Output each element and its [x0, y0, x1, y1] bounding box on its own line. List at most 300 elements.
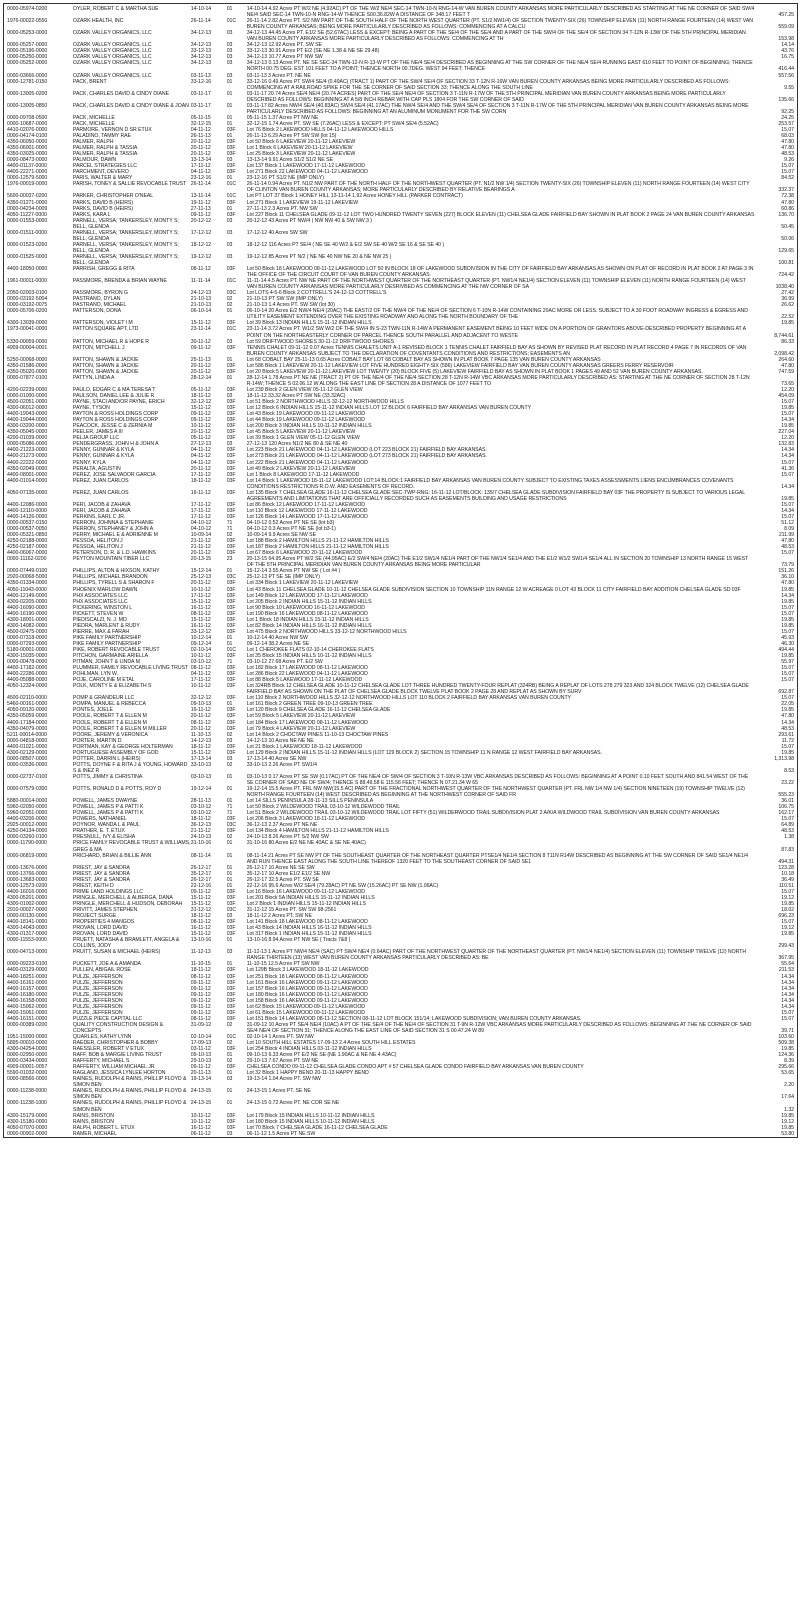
legal-description: Lot 149 Block 12 LAKEWOOD 17-11-12 LAKEWOOD: [246, 592, 368, 599]
owner-name: PRINGLE, MERCHELL & HUDSON, DEBORAH: [72, 900, 183, 907]
section-township-range: 15-11-12: [190, 320, 211, 327]
parcel-number: 0000-01553-0000: [7, 217, 48, 224]
amount-due: 555.23: [778, 792, 794, 799]
tax-district: 03F: [226, 163, 236, 170]
legal-description: 33-12-16 0.49 Acres PT SW/4 SE/4 (0.49AC) (TRACT 1) PART OF THE SW/4 SE/4 OF SECTION 33 T-12N R-16W VAN BUREN COUNTY ARKANSAS BEING MORE PARTICULARLY DESCRIBED AS FOLLOWS: COMMENCING AT A RAILROAD SPIKE FOR THE SE CORNER OF SAID SECTION 33; THENCE ALONG THE SOUTH LINE: [246, 78, 730, 91]
legal-description: 21-10-13 PT SW SW (IMP ONLY): [246, 296, 323, 303]
tax-district: 03F: [226, 435, 236, 442]
amount-due: 162.17: [778, 810, 794, 817]
amount-due: 8.39: [784, 1058, 794, 1065]
legal-description: 02-10-14 1 Acres PT. SW NW: [246, 1033, 314, 1040]
owner-name: PORTER, MARTIN D: [72, 737, 122, 744]
section-township-range: 18-11-12: [190, 743, 211, 750]
legal-description: Lot 200 Block 3 INDIAN HILLS 10-11-12 INDIAN HILLS: [246, 423, 372, 430]
section-township-range: 20-11-12: [190, 362, 211, 369]
section-township-range: 09-11-12: [190, 888, 211, 895]
owner-name: PACK, CHARLES DAVID & CINDY DIANE: [72, 90, 169, 97]
tax-district: 03F: [226, 399, 236, 406]
owner-name: PESSOA, HELITON J: [72, 544, 123, 551]
amount-due: 41.36: [781, 465, 794, 472]
amount-due: 132.83: [778, 441, 794, 448]
tax-district: 03F: [226, 513, 236, 520]
parcel-number: 4400-16157-0000: [7, 985, 48, 992]
table-row: [4, 242, 797, 254]
amount-due: 46.30: [781, 640, 794, 647]
table-row: [4, 1100, 797, 1112]
legal-description: Lot 205 Block 2 INDIAN HILLS 15-11-12 INDIAN HILLS: [246, 598, 372, 605]
owner-name: PRIEST, KEITH D: [72, 882, 114, 889]
legal-description: 29-10-13 7.67 Acres PT SW NE: [246, 1058, 319, 1065]
tax-district: 03F: [226, 743, 236, 750]
owner-name: PIKE, ROBERT REVOCABLE TRUST: [72, 646, 160, 653]
section-township-range: 36-12-13: [190, 822, 212, 829]
section-township-range: 04-11-12: [190, 126, 211, 133]
owner-name: PULLEN, ABIGAIL ROSE: [72, 967, 131, 974]
owner-name: POMPA, MANUEL & REBECCA: [72, 701, 146, 708]
amount-due: 15.07: [781, 677, 794, 684]
owner-name: PHX ASSOCIATES LLC: [72, 598, 128, 605]
owner-name: PACK, CHARLES DAVID & CINDY DIANE & JOAN: [72, 102, 189, 109]
owner-name: POWELL, JAMES DWAYNE: [72, 798, 138, 805]
legal-description: Lot 254 Block 4 INDIAN HILLS 03-11-12 INDIAN HILLS: [246, 1046, 372, 1053]
parcel-number: 4909-00001-0057: [7, 1064, 48, 1071]
tax-district: 01: [226, 1070, 233, 1077]
legal-description: 03-11-17 20.74 Acres SE/4 NE/4 (20.74 ACRES) PART OF THE SE/4 NE/4 OF SECTION 3 T-11N R-17W OF THE 5TH PRINCIPAL MERIDIAN VAN BUREN COUNTY ARKANSAS BEING MORE PARTICULARLY DESCRIBED AS FOLLOWS: BEGINNING AT A 5/8 INCH REBAR WITH CAP PLS 1804 FOR THE SW CORNER OF SAID: [246, 90, 726, 103]
table-row: [4, 949, 797, 961]
owner-name: RAFFERTY, MICHAEL S: [72, 1058, 130, 1065]
tax-district: 03C: [226, 906, 237, 913]
tax-district: 01: [226, 175, 233, 182]
tax-district: 03F: [226, 145, 236, 152]
owner-name: PICKERING, WINSTON L: [72, 604, 133, 611]
amount-due: 10.18: [781, 870, 794, 877]
owner-name: PULZE, JEFFERSON: [72, 991, 123, 998]
owner-name: PIKE FAMILY PARTNERSHIP: [72, 640, 141, 647]
parcel-number: 4350-01586-0000: [7, 362, 48, 369]
section-township-range: 05-11-12: [190, 386, 211, 393]
legal-description: 11-12-13 1 Acres PT NW/4 NE/4 (SAC) PT SW/4 NE/4 (0.64AC) PART OF THE NORTHWEST QUARTER OF THE NORTHEAST QUARTER (PT. NW1/4 NE1/4) SECTION ELEVEN (11) TOWNSHIP TWELVE (12) NORTH RANGE THIRTEEN (13) WEST VAN BUREN COUNTY ARKANSAS PARTICULARLY DESCRIBED AS: BE: [246, 949, 747, 962]
amount-due: 227.04: [778, 429, 794, 436]
parcel-number: 5880-00014-0000: [7, 798, 48, 805]
owner-name: PRICE FAMILY REVOCABLE TRUST & WILLIAMS, GREG & MA: [72, 840, 191, 853]
section-township-range: 15-11-12: [190, 598, 211, 605]
section-township-range: 21-10-13: [190, 296, 212, 303]
owner-name: PHILLIPS, ALTON & HIXSON, KATHY: [72, 568, 160, 575]
table-row: [4, 18, 797, 30]
section-township-range: 03-10-13: [190, 773, 212, 780]
owner-name: PEACOCK, JESSE C & ZERNIA M: [72, 423, 153, 430]
owner-name: PRESNULL, IVY & ELISHA: [72, 834, 136, 841]
tax-district: 03F: [226, 362, 236, 369]
amount-due: 14.34: [781, 483, 794, 490]
table-row: [4, 345, 797, 357]
section-township-range: 10-09-14: [190, 532, 212, 539]
owner-name: PARCEL STRATEGIES LLC: [72, 163, 137, 170]
legal-description: Lot 271 Block 1 LAKEVIEW 19-11-12 LAKEVIEW: [246, 199, 359, 206]
tax-district: 03: [226, 54, 233, 61]
amount-due: 15.07: [781, 743, 794, 750]
owner-name: PIEDRA, MARLENT & RUDY: [72, 622, 140, 629]
owner-name: PULZE, JEFFERSON: [72, 1003, 123, 1010]
amount-due: 47.80: [781, 199, 794, 206]
section-township-range: 20-11-12: [190, 713, 211, 720]
parcel-number: 4400-16090-0000: [7, 604, 48, 611]
owner-name: PALMER, RALPH & TASSIA: [72, 145, 138, 152]
legal-description: Lot 1 CHEROKEE FLATS 02-10-14 CHEROKEE FLATS: [246, 646, 374, 653]
tax-district: 03F: [226, 344, 236, 351]
tax-district: 03F: [226, 411, 236, 418]
parcel-number: 4350-05059-0000: [7, 713, 48, 720]
legal-description: Lot 271 Block 22 LAKEWOOD 04-11-12 LAKEWOOD: [246, 169, 368, 176]
amount-due: 92.25: [781, 108, 794, 115]
tax-district: 03F: [226, 900, 236, 907]
section-township-range: 18-11-12: [190, 477, 211, 484]
table-row: [4, 840, 797, 852]
owner-name: PASTRANO, DYLAN: [72, 296, 121, 303]
parcel-number: 4300-06012-0000: [7, 405, 48, 412]
parcel-number: 0000-05196-0000: [7, 48, 48, 55]
amount-due: 15.07: [781, 919, 794, 926]
tax-district: 03F: [226, 677, 236, 684]
owner-name: RAINES, RUDOLPH & RAINS, PHILLIP FLOYD & SIMON BEN: [72, 1076, 187, 1089]
tax-district: 03: [226, 253, 233, 260]
legal-description: Lot 50 Block 6 LAKEVIEW 20-11-12 LAKEVIEW: [246, 139, 356, 146]
legal-description: Lot 76 Block 2 LAKEWOOD HILLS 04-11-12 LAKEWOOD HILLS: [246, 126, 394, 133]
parcel-number: 5960-02051-0000: [7, 810, 48, 817]
amount-due: 47.80: [781, 362, 794, 369]
owner-name: RAINES, RUDOLPH & RAINS, PHILLIP FLOYD & SIMON BEN: [72, 1088, 187, 1101]
owner-name: OZARK VALLEY ORGANICS, LLC: [72, 54, 152, 61]
legal-description: 05-11-15 1.37 Acres PT NW NE: [246, 114, 319, 121]
tax-district: 03F: [226, 671, 236, 678]
owner-name: PEREZ, JOSE SALVADOR GARCIA: [72, 471, 156, 478]
legal-description: Lot 44 Block 19 LAKEWOOD 09-11-12 LAKEWOOD: [246, 417, 366, 424]
parcel-number: 4400-12110-0000: [7, 507, 47, 514]
legal-description: Lot 70 Block 7 CHELSEA GLADE 16-11-12 CHELSEA GLADE: [246, 1124, 388, 1131]
parcel-number: 4400-16158-0000: [7, 997, 48, 1004]
tax-district: 03F: [226, 501, 236, 508]
tax-district: 01: [226, 114, 233, 121]
owner-name: PERALTA, AGUSTIN: [72, 465, 121, 472]
owner-name: PRINGLE, MERCHELL & ALBERGA, DANA: [72, 894, 173, 901]
parcel-number: 5330-00059-0000: [7, 338, 48, 345]
section-township-range: 22-12-16: [190, 882, 212, 889]
parcel-number: 4400-08001-0000: [7, 471, 48, 478]
owner-name: PARKER, CHRISTOPHER O'NEAL: [72, 193, 154, 200]
parcel-number: 0000-05321-0850: [7, 532, 48, 539]
owner-name: RAFFERTY, WILLIAM MICHAEL JR: [72, 1064, 155, 1071]
section-township-range: 03-10-12: [190, 804, 212, 811]
section-township-range: 04-11-12: [190, 671, 211, 678]
legal-description: 13-13-14 9.91 Acres S1/2 S1/2 NE SE: [246, 157, 333, 164]
tax-district: 71: [226, 810, 233, 817]
parcel-number: 0000-07318-0000: [7, 634, 48, 641]
legal-description: Lot 35 Block 15 INDIAN HILLS 10-11-12 INDIAN HILLS: [246, 653, 372, 660]
legal-description: 15-12-14 3.55 Acres PT NW SE ( Lot #4 ): [246, 568, 341, 575]
section-township-range: 33-12-13: [190, 48, 212, 55]
section-township-range: 24-10-13: [190, 834, 212, 841]
owner-name: POMP & GRANDEUR LLC: [72, 695, 135, 702]
tax-district: 01: [226, 840, 233, 847]
tax-district: 03F: [226, 538, 236, 545]
amount-due: 19.85: [781, 931, 794, 938]
legal-description: 23-12-16 PT S1/2 NE (IMP ONLY): [246, 175, 324, 182]
amount-due: 19.85: [781, 598, 794, 605]
legal-description: Lot 43 Block 11 CHELSEA GLADE 10-11-12 CHELSEA GLADE SUBDIVISION SECTION 10 TOWNSHIP 11N RANGE 12 W ACREAGE 0 LOT 43 BLOCK 11 CITY FAIRFIELD BAY ADDITION CHELSEA GLADE SD 03F: [246, 586, 741, 593]
parcel-number: 0000-00537-0050: [7, 526, 48, 533]
parcel-number: 4400-22271-0000: [7, 169, 48, 176]
section-township-range: 03-10-12: [190, 659, 212, 666]
amount-due: 509.38: [778, 1040, 794, 1047]
section-township-range: 25-11-13: [190, 356, 211, 363]
legal-description: Lot 182 Block 17 LAKEWOOD 08-11-12 LAKEWOOD: [246, 665, 368, 672]
owner-name: PARKS, KARA L: [72, 211, 111, 218]
amount-due: 23.22: [781, 780, 794, 786]
tax-district: 03F: [226, 713, 236, 720]
owner-name: PATTON, MITCHELL J: [72, 344, 125, 351]
legal-description: 34-12-13 0.13 Acres PT. NE SE SEC-34 TWN-12-N R-13-W PT OF THE NE/4 SE/4 DESCRIBED AS BEGINNING AT THE SW CORNER OF THE NE/4 SE/4 RUNNING EAST 610 FEET TO POINT OF BEGINNING; THENCE NORTH 00.75 DEG. EST 101 FEET TO A POINT; THENCE NORTH 00.7DEG. WEST 94 FEET; THENCE: [246, 60, 753, 73]
legal-description: 18-12-12 116 Acres PT SE/4 ( NE SE 40 W/2 & E/2 SW SE 40 W/2 SE 16 & SE SE 40 ): [246, 241, 445, 248]
table-row: [4, 326, 797, 338]
amount-due: 15.07: [781, 471, 794, 478]
section-township-range: 03-11-17: [190, 102, 211, 109]
legal-description: 18-11-12 2 Acres PT. SW NE: [246, 913, 312, 920]
amount-due: 86.33: [781, 338, 794, 345]
tax-district: 02: [226, 834, 233, 841]
amount-due: 19.85: [781, 622, 794, 629]
table-row: [4, 266, 797, 278]
amount-due: 45.93: [781, 634, 794, 641]
parcel-number: 4300-04254-0000: [7, 1046, 48, 1053]
amount-due: 12.20: [781, 435, 794, 442]
owner-name: PALMOUR, DAWN: [72, 157, 117, 164]
section-township-range: 11-12-13: [190, 949, 211, 956]
section-township-range: 08-11-12: [190, 1015, 211, 1022]
section-township-range: 20-11-12: [190, 368, 211, 375]
tax-district: 03F: [226, 405, 236, 412]
legal-description: 19-13-14 1.04 Acres PT. SW NW: [246, 1076, 321, 1083]
amount-due: 494.44: [778, 646, 794, 653]
tax-district: 03: [226, 217, 233, 224]
section-township-range: 03-11-17: [190, 90, 211, 97]
amount-due: 14.34: [781, 453, 794, 460]
amount-due: 153.98: [778, 36, 794, 43]
tax-district: 03F: [226, 707, 236, 714]
tax-district: 01: [226, 961, 233, 968]
amount-due: 1,313.98: [774, 755, 794, 762]
tax-district: 02: [226, 731, 233, 738]
section-township-range: 21-10-13: [190, 302, 212, 309]
owner-name: PATTON, SHAWN & JACKIE: [72, 356, 139, 363]
parcel-number: 4400-18251-0000: [7, 973, 48, 980]
tax-district: 03F: [226, 888, 236, 895]
amount-due: 264.60: [778, 356, 794, 363]
owner-name: PIKE FAMILY PARTNERSHIP: [72, 634, 141, 641]
amount-due: 15.07: [781, 628, 794, 635]
amount-due: 15.07: [781, 1009, 794, 1016]
tax-district: 03F: [226, 979, 236, 986]
tax-district: 03: [226, 949, 233, 956]
section-township-range: 08-11-12: [190, 719, 211, 726]
tax-district: 03F: [226, 931, 236, 938]
amount-due: 19.12: [781, 894, 794, 901]
amount-due: 19.85: [781, 423, 794, 430]
tax-district: 71: [226, 659, 233, 666]
tax-district: 03F: [226, 586, 236, 593]
parcel-number: 0000-00130-0000: [7, 913, 48, 920]
section-township-range: 20-11-12: [190, 725, 211, 732]
section-township-range: 34-12-13: [190, 42, 212, 49]
table-row: [4, 103, 797, 115]
amount-due: 14.34: [781, 997, 794, 1004]
section-township-range: 21-11-12: [190, 544, 211, 551]
legal-description: Lot 1 Block 8 LAKEWOOD 17-11-12 LAKEWOOD: [246, 471, 360, 478]
amount-due: 47.80: [781, 538, 794, 545]
legal-description: Lot 134 Block 4 HAMILTON HILLS 21-11-12 HAMILTON HILLS: [246, 828, 389, 835]
legal-description: 17-13-14 40 Acres SE NW: [246, 755, 307, 762]
amount-due: 367.95: [778, 955, 794, 962]
section-township-range: 20-11-12: [190, 429, 211, 436]
parcel-number: 5250-00068-0000: [7, 356, 48, 363]
owner-name: RAMER, MICHAEL: [72, 1130, 117, 1137]
owner-name: PACK, MICHELLE: [72, 120, 115, 127]
tax-district: 01C: [226, 193, 237, 200]
parcel-number: 0000-13683-0000: [7, 876, 48, 883]
amount-due: 14.34: [781, 973, 794, 980]
section-township-range: 34-12-13: [190, 54, 212, 61]
section-township-range: 17-11-12: [190, 513, 211, 520]
section-township-range: 09-11-12: [190, 211, 211, 218]
amount-due: 14.34: [781, 507, 794, 514]
owner-name: PEREZ, JUAN CARLOS: [72, 489, 129, 496]
amount-due: 454.09: [778, 393, 794, 399]
parcel-number: 0000-02950-0000: [7, 1052, 48, 1059]
legal-description: 06-11-12 1.5 Acres PT NE SW: [246, 1130, 316, 1137]
parcel-number: 5600-00037-0200: [7, 193, 48, 200]
tax-district: 03F: [226, 628, 236, 635]
section-township-range: 17-11-12: [190, 507, 211, 514]
owner-name: PRIEST, JAY & SANDRA: [72, 876, 130, 883]
owner-name: PEYTON MOUNTAIN TIBER LLC: [72, 556, 150, 563]
legal-description: Lot 141 Block 18 LAKEWOOD 08-11-12 LAKEWOOD: [246, 919, 368, 926]
parcel-number: 4410-02076-0000: [7, 126, 48, 133]
amount-due: 457.25: [778, 12, 794, 19]
parcel-number: 4400-12086-0000: [7, 501, 48, 508]
legal-description: Lot 190 Block 16 LAKEWOOD 08-11-12 LAKEWOOD: [246, 610, 368, 617]
owner-name: PAYTON & ROSS HOLDINGS CORP: [72, 411, 159, 418]
owner-name: PIEDISCALZI, N. J. MD: [72, 616, 127, 623]
owner-name: PARMORE, VERNON D SR ETUX: [72, 126, 152, 133]
parcel-number: 4500-02051-0000: [7, 399, 48, 406]
owner-name: RAINS, BRISTON: [72, 1118, 114, 1125]
section-township-range: 32-12-12: [190, 399, 212, 406]
section-township-range: 06-10-14: [190, 308, 212, 315]
tax-district: 03: [226, 229, 233, 236]
tax-district: 03F: [226, 471, 236, 478]
section-township-range: 20-11-12: [190, 550, 211, 557]
amount-due: 64.89: [781, 822, 794, 829]
parcel-number: 2920-00068-5000: [7, 574, 48, 581]
parcel-number: 0000-02737-0100: [7, 773, 48, 780]
owner-name: PARRISH, GREGG & RITA: [72, 266, 135, 273]
tax-district: 03F: [226, 919, 236, 926]
tax-district: 01: [226, 773, 233, 780]
amount-due: 1.32: [784, 1106, 794, 1113]
amount-due: 15.07: [781, 610, 794, 617]
legal-description: Lot PT LOT 37 Block 1 HONEY HILL 13-11-14 1.92 Acres HONEY HILL (PARKER CONTRACT): [246, 193, 463, 200]
legal-description: Lot 14 Block 1 LAKEWOOD 18-11-12 LAKEWOOD LOT:14 BLOCK:1 FAIRFIELD BAY ARKANSAS VAN BUREN COUNTY SUBJECT TO EXISTING TAXES ASSESSMENTS LIENS ENCUMBRANCES COVENANTS CONDITIONS RESTRICTIONS R.O.W. AND EASEMENTS OF RECORD.: [246, 477, 734, 490]
legal-description: Lot 179 Block 15 INDIAN HILLS 10-11-12 INDIAN HILLS: [246, 1112, 375, 1119]
legal-description: 08-11-14 21 Acres PT SE NW PT OF THE SOUTHEAST QUARTER OF THE NORTHEAST QUARTER PTSE1/4 NE1/4 SECTION 8 T11N R14W DESCRIBED AS BEGINNING AT THE SW CORNER OF SAID SE1/4 NE1/4 AND RUN THENCE EAST ALONG THE SOUTH LINE THEREOF 1320 FEET TO THE SOUTHEAST CORNER OF SAID SE1: [246, 852, 748, 865]
amount-due: 73.79: [781, 562, 794, 569]
parcel-number: 0000-11238-0000: [7, 1088, 47, 1095]
owner-name: RAINS, BRISTON: [72, 1112, 114, 1119]
amount-due: 100.81: [778, 259, 794, 266]
amount-due: 14.34: [781, 991, 794, 998]
owner-name: POTTER, DARRIN L (HEIRS): [72, 755, 141, 762]
tax-district: 03F: [226, 580, 236, 587]
amount-due: 253.57: [778, 120, 794, 127]
parcel-number: 0000-07449-0100: [7, 568, 48, 575]
parcel-number: 4350-06001-0000: [7, 145, 48, 152]
tax-district: 03F: [226, 320, 236, 327]
parcel-number: 0000-11238-1000: [7, 1100, 47, 1107]
legal-description: Lot 82 Block 14 INDIAN HILLS 16-11-12 INDIAN HILLS: [246, 622, 372, 629]
legal-description: Lot 59 DRIFTWOOD SHORES 30-11-12 DRIFTWOOD SHORES: [246, 338, 395, 345]
parcel-number: 4400-03206-0000: [7, 816, 48, 823]
owner-name: PAYNE, TYSON: [72, 405, 110, 412]
tax-district: 01: [226, 90, 233, 97]
amount-due: 15.07: [781, 501, 794, 508]
amount-due: 12.20: [781, 386, 794, 393]
section-township-range: 18-11-12: [190, 393, 211, 399]
section-township-range: 10-11-12: [190, 423, 211, 430]
legal-description: 04-10-12 0.52 Acres PT NE SE (lot b3): [246, 519, 335, 526]
amount-due: 151.26: [778, 568, 794, 575]
section-township-range: 20-13-15: [190, 556, 212, 563]
section-township-range: 20-11-12: [190, 465, 211, 472]
parcel-number: 0000-00902-0000: [7, 1130, 48, 1137]
section-township-range: 18-11-12: [190, 913, 211, 920]
tax-district: 03F: [226, 695, 236, 702]
tax-district: 02: [226, 1058, 233, 1065]
section-township-range: 30-11-12: [190, 338, 211, 345]
amount-due: 123.28: [778, 864, 794, 871]
parcel-number: 4300-18001-0000: [7, 616, 48, 623]
section-township-range: 20-11-12: [190, 580, 211, 587]
parcel-number: 0000-03434-0000: [7, 1058, 48, 1065]
parcel-number: 5895-00010-0000: [7, 1040, 48, 1047]
parcel-number: 0000-03192-5004: [7, 296, 48, 303]
parcel-number: 5960-02050-0000: [7, 804, 48, 811]
section-township-range: 15-12-14: [190, 568, 212, 575]
parcel-number: 0000-12573-0200: [7, 882, 48, 889]
tax-district: 03F: [226, 266, 236, 273]
owner-name: PROVAN, LORD DAVID: [72, 931, 128, 938]
parcel-number: 0000-11790-0000: [7, 840, 47, 847]
section-township-range: 09-11-12: [190, 979, 211, 986]
owner-name: PENNY, KYLA: [72, 459, 106, 466]
parcel-number: 0000-05252-0000: [7, 60, 48, 67]
amount-due: 129.65: [778, 247, 794, 254]
section-township-range: 05-11-12: [190, 435, 211, 442]
section-township-range: 32-12-15: [190, 120, 212, 127]
tax-district: 01: [226, 78, 233, 85]
tax-district: 71: [226, 804, 233, 811]
tax-district: 03F: [226, 1015, 236, 1022]
section-township-range: 33-12-12: [190, 628, 212, 635]
section-township-range: 09-11-12: [190, 1009, 211, 1016]
